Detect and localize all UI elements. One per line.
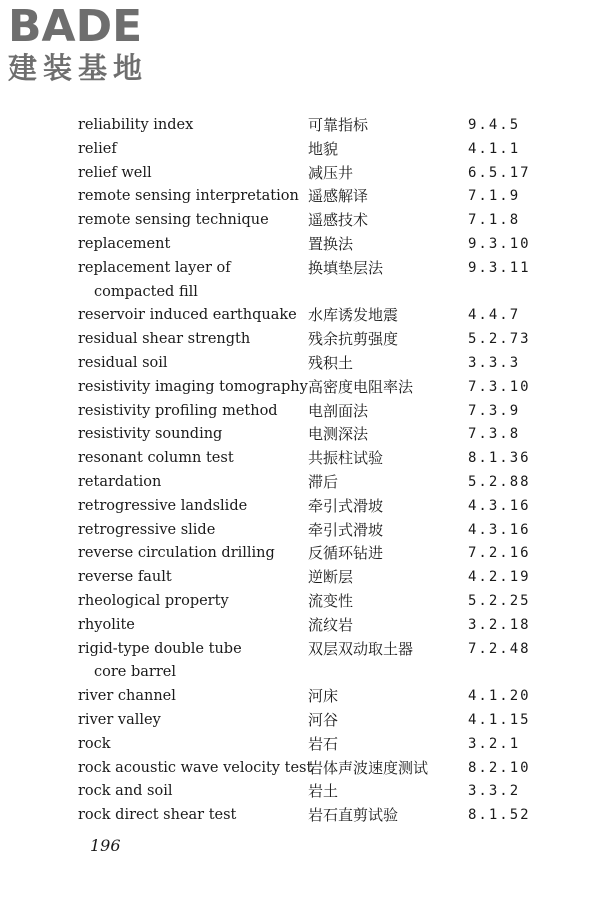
entry-term (78, 780, 303, 804)
entry-term-line1: reverse fault (78, 569, 172, 586)
entry-chinese-term: 遥感技术 (308, 211, 369, 230)
entry-term-line1: rigid-type double tube (78, 640, 242, 657)
entry-section-ref: 7.1.9 (468, 188, 521, 205)
entry-chinese-term: 残积土 (308, 354, 354, 372)
entry-section-ref: 5.2.88 (468, 474, 531, 490)
entry-term-line1: residual shear strength (78, 331, 251, 348)
entry-term (78, 614, 303, 638)
entry-term-line1: remote sensing technique (78, 212, 269, 229)
entry-section-ref: 3.3.3 (468, 355, 521, 371)
entry-term (78, 304, 303, 328)
entry-term-line1: resistivity sounding (78, 426, 223, 443)
entry-term (78, 447, 303, 471)
entry-term-line1: reliability index (78, 117, 194, 133)
entry-term-line1: rock and soil (78, 783, 173, 800)
entry-term-line1: relief well (78, 164, 152, 181)
entry-term (78, 114, 303, 138)
entry-chinese-term: 逆断层 (308, 568, 354, 587)
entry-term-line1: retrogressive slide (78, 521, 216, 538)
entry-section-ref: 5.2.73 (468, 331, 531, 348)
entry-term (78, 542, 303, 566)
entry-section-ref: 4.4.7 (468, 307, 521, 324)
entry-term-line1: resistivity profiling method (78, 402, 278, 419)
entry-term (78, 804, 303, 828)
entry-chinese-term: 反循环钻进 (308, 544, 384, 563)
entry-term (78, 257, 303, 305)
entry-term (78, 352, 303, 376)
entry-term-line1: resistivity imaging tomography (78, 378, 308, 395)
logo-text-zh: 建装基地 (8, 51, 149, 85)
entry-term-line1: relief (78, 140, 117, 157)
entry-chinese-term: 残余抗剪强度 (308, 330, 399, 349)
entry-term (78, 685, 303, 709)
entry-chinese-term: 流纹岩 (308, 615, 354, 634)
entry-term-line1: retrogressive landslide (78, 497, 248, 514)
entry-term-line1: remote sensing interpretation (78, 188, 299, 205)
entry-section-ref: 4.2.19 (468, 569, 531, 586)
entry-section-ref: 4.1.15 (468, 712, 531, 728)
entry-chinese-term: 水库诱发地震 (308, 306, 399, 325)
entry-term (78, 471, 303, 495)
entry-chinese-term: 牵引式滑坡 (308, 496, 384, 515)
entry-section-ref: 7.3.9 (468, 402, 521, 419)
entry-chinese-term: 岩石直剪试验 (308, 806, 399, 825)
entry-term-line1: replacement layer of (78, 259, 231, 276)
entry-section-ref: 8.1.52 (468, 807, 531, 824)
entry-section-ref: 8.2.10 (468, 759, 531, 776)
entry-section-ref: 7.2.48 (468, 640, 531, 657)
entry-chinese-term: 共振柱试验 (308, 449, 384, 468)
entry-term-line1: residual soil (78, 355, 168, 371)
entry-section-ref: 6.5.17 (468, 164, 531, 181)
entry-term-line2: core barrel (94, 664, 176, 681)
entry-section-ref: 4.3.16 (468, 497, 531, 514)
entry-section-ref: 8.1.36 (468, 450, 531, 467)
entry-section-ref: 9.4.5 (468, 117, 521, 133)
entry-term (78, 233, 303, 257)
entry-chinese-term: 岩土 (308, 782, 339, 801)
entry-term-line1: rock (78, 735, 111, 752)
entry-chinese-term: 滞后 (308, 473, 339, 491)
entry-term-line1: rock acoustic wave velocity test (78, 759, 313, 776)
entry-term (78, 328, 303, 352)
entry-term (78, 733, 303, 757)
entry-chinese-term: 换填垫层法 (308, 258, 384, 277)
entry-term-line1: retardation (78, 474, 162, 490)
entry-section-ref: 9.3.11 (468, 259, 531, 276)
bade-logo (8, 1, 178, 86)
entry-section-ref: 4.3.16 (468, 521, 531, 538)
entry-term (78, 519, 303, 543)
entry-term (78, 709, 303, 733)
entry-section-ref: 3.2.18 (468, 616, 531, 633)
logo-text-en: BADE (8, 1, 143, 52)
entry-term-line1: reservoir induced earthquake (78, 307, 297, 324)
entry-term (78, 757, 313, 781)
entry-term (78, 185, 303, 209)
entry-chinese-term: 电剖面法 (308, 401, 369, 420)
entry-chinese-term: 减压井 (308, 163, 354, 182)
entry-term-line1: rhyolite (78, 616, 135, 633)
entry-section-ref: 7.3.8 (468, 426, 521, 443)
entry-term-line2: compacted fill (94, 283, 198, 300)
entry-chinese-term: 地貌 (308, 139, 339, 158)
entry-term (78, 423, 303, 447)
entry-chinese-term: 牵引式滑坡 (308, 520, 384, 539)
entry-chinese-term: 河谷 (308, 711, 339, 729)
entry-chinese-term: 岩体声波速度测试 (308, 758, 429, 777)
entry-chinese-term: 遥感解译 (308, 187, 369, 206)
entry-section-ref: 4.1.1 (468, 140, 521, 157)
entry-chinese-term: 置换法 (308, 235, 354, 253)
entry-chinese-term: 岩石 (308, 734, 339, 753)
entry-term (78, 495, 303, 519)
entry-term (78, 638, 303, 686)
entry-section-ref: 5.2.25 (468, 593, 531, 609)
entry-chinese-term: 双层双动取土器 (308, 639, 414, 658)
entry-term (78, 566, 303, 590)
entry-term (78, 138, 303, 162)
entry-chinese-term: 河床 (308, 687, 339, 706)
entry-chinese-term: 电测深法 (308, 425, 369, 444)
entry-section-ref: 3.2.1 (468, 735, 521, 752)
entry-term-line1: rheological property (78, 593, 229, 609)
entry-term (78, 400, 303, 424)
entry-term-line1: river channel (78, 688, 176, 705)
entry-term (78, 376, 308, 400)
entry-term (78, 162, 303, 186)
entry-term-line1: river valley (78, 712, 161, 728)
entry-section-ref: 7.3.10 (468, 378, 531, 395)
entry-term-line1: rock direct shear test (78, 807, 237, 824)
entry-section-ref: 7.2.16 (468, 545, 531, 562)
entry-chinese-term: 高密度电阻率法 (308, 377, 414, 396)
entry-term-line1: resonant column test (78, 450, 234, 467)
entry-term (78, 209, 303, 233)
entry-term (78, 590, 303, 614)
entry-chinese-term: 可靠指标 (308, 116, 369, 134)
page-number: 196 (90, 836, 121, 855)
entry-section-ref: 3.3.2 (468, 783, 521, 800)
entry-term-line1: replacement (78, 236, 171, 252)
entry-section-ref: 7.1.8 (468, 212, 521, 229)
entry-section-ref: 4.1.20 (468, 688, 531, 705)
entry-chinese-term: 流变性 (308, 592, 354, 610)
entry-section-ref: 9.3.10 (468, 236, 531, 252)
entry-term-line1: reverse circulation drilling (78, 545, 275, 562)
